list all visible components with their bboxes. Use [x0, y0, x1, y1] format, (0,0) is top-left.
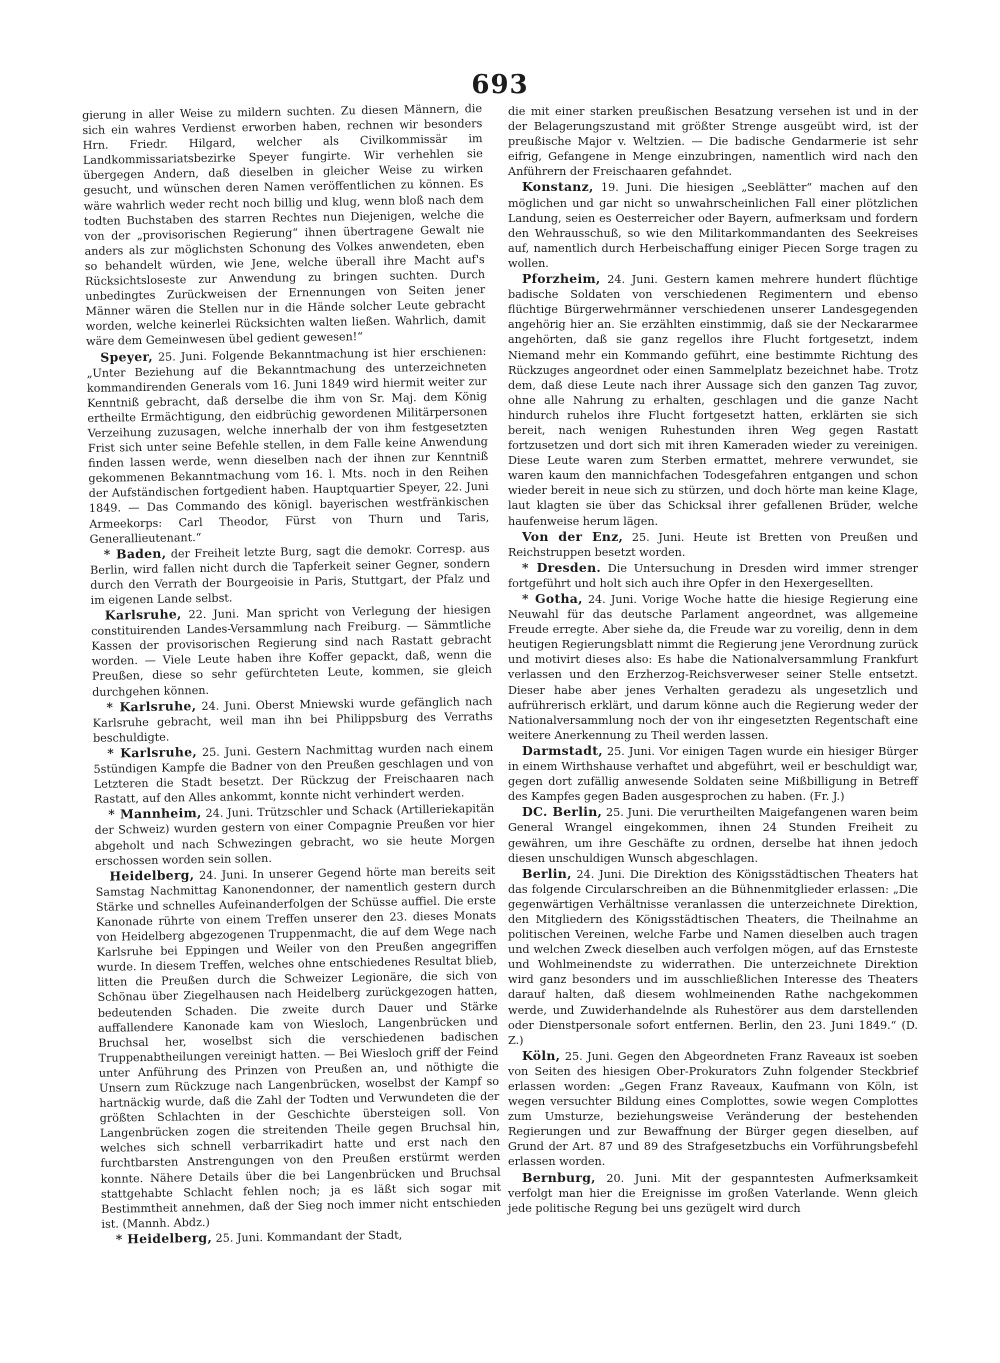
article-paragraph	[92, 693, 493, 746]
article-text: der Freiheit letzte Burg, sagt die demokr. Corresp. aus Berlin, wird fallen nicht durch die Tapferkeit seiner Gegner, sondern durch den Verrath der Bourgeoisie in Paris, Stuttgart, der Pfalz und im eigenen Lande selbst.	[89, 541, 491, 607]
article-paragraph	[86, 342, 489, 546]
article-dateline: Heidelberg,	[109, 866, 195, 884]
article-paragraph	[508, 743, 918, 804]
article-paragraph	[94, 800, 495, 868]
article-paragraph	[82, 101, 486, 349]
article-text: 22. Juni. Man spricht von Verlegung der hiesigen constituirenden Landes-Versammlung nach Freiburg. — Sämmtliche Kassen der provisorischen Regierung sind nach Rastatt gebracht worden. — Viele Leute haben ihre Koffer gepackt, daß, wenn die Preußen, diese so sehr gefürchteten Leute, kommen, sie gleich durchgehen können.	[91, 603, 492, 699]
article-dateline: * Mannheim,	[108, 805, 202, 822]
article-text: 25. Juni. Vor einigen Tagen wurde ein hiesiger Bürger in einem Wirthshause verhaftet und abgeführt, weil er beschuldigt war, gegen dort zufällig anwesende Soldaten seine Mißbilligung in Betreff des Kampfes gegen Baden ausgesprochen zu haben. (Fr. J.)	[508, 744, 918, 804]
article-dateline: Speyer,	[100, 348, 154, 365]
article-text: 25. Juni. Gestern Nachmittag wurden nach einem 5stündigen Kampfe die Badner von den Preußen geschlagen und von Letzteren die Stadt besetzt. Der Rückzug der Freischaaren nach Rastatt, auf den Alles ankommt, konnte nicht verhindert werden.	[93, 740, 494, 807]
article-dateline: * Heidelberg,	[115, 1229, 213, 1247]
article-text: 24. Juni. In unserer Gegend hörte man bereits seit Samstag Nachmittag Kanonendonner, der namentlich gestern durch Stärke und schnelles Aufeinanderfolgen der Schüsse auffiel. Die erste Kanonade rührte von einem Treffen unserer den 23. dieses Monats von Heidelberg abgezogenen Truppenmacht, die auf dem Wege nach Karlsruhe bei Eppingen und Weiler von den Preußen angegriffen wurde. In diesem Treffen, welches ohne entschiedenes Resultat blieb, litten die Preußen durch die Schweizer Legionäre, die sich von Schönau über Ziegelhausen nach Heidelberg zurückgezogen hatten, bedeutenden Schaden. Die zweite durch Dauer und Stärke auffallendere Kanonade kam von Wiesloch, Langenbrücken und Bruchsal her, woselbst sich die verschiedenen badischen Truppenabtheilungen vereinigt hatten. — Bei Wiesloch griff der Feind unter Anführung des Prinzen von Preußen an, und nöthigte die Unsern zum Rückzuge nach Langenbrücken, woselbst der Kampf so hartnäckig wurde, daß die Zahl der Todten und Verwundeten die der größten Schlachten in der Geschichte übersteigen soll. Von Langenbrücken zogen die streitenden Theile gegen Bruchsal hin, welches sich schnell verbarrikadirt hatte und erst nach den furchtbarsten Anstrengungen von den Preußen erstürmt werden konnte. Nähere Details über die bei Langenbrücken und Bruchsal stattgehabte Schlacht fehlen noch; ja es läßt sich sogar mit Bestimmtheit annehmen, daß der Sieg noch immer nicht entschieden ist. (Mannh. Abdz.)	[95, 863, 502, 1231]
article-text: Die Untersuchung in Dresden wird immer strenger fortgeführt und holt sich auch ihre Opfer in den Hexergesellten.	[508, 561, 918, 590]
article-paragraph	[508, 104, 918, 179]
article-dateline: Konstanz,	[522, 179, 594, 195]
article-dateline: Pforzheim,	[522, 271, 601, 287]
article-text: 25. Juni. Kommandant der Stadt,	[215, 1228, 403, 1245]
article-text: 25. Juni. Heute ist Bretten von Preußen und Reichstruppen besetzt worden.	[508, 530, 918, 559]
article-dateline: Berlin,	[522, 865, 572, 881]
article-dateline: Köln,	[522, 1047, 561, 1063]
article-text: 24. Juni. Trützschler und Schack (Artilleriekapitän der Schweiz) wurden gestern von einer Compagnie Preußen vor hier abgeholt und nach Schwezingen gebracht, wo sie heute Morgen erschossen worden sein sollen.	[94, 802, 495, 868]
article-paragraph	[508, 271, 918, 529]
article-paragraph	[508, 804, 918, 865]
right-column	[508, 104, 918, 1216]
article-text: 24. Juni. Vorige Woche hatte die hiesige Regierung eine Neuwahl für das deutsche Parlament angeordnet, was allgemeine Freude erregte. Aber siehe da, die Freude war zu voreilig, denn in dem heutigen Regierungsblatt nimmt die Regierung jene Verordnung zurück und motivirt dieses also: Es habe die Nationalversammlung Frankfurt verlassen und den Erzherzog-Reichsverweser seiner Stelle entsetzt. Dieser habe aber jenes Verhalten geradezu als ungesetzlich und aufrührerisch erklärt, und darum könne auch die Regierung weder der Nationalversammlung noch der von ihr eingesetzten Regentschaft eine weitere Anerkennung zu Theil werden lassen.	[508, 593, 918, 742]
article-dateline: * Baden,	[103, 545, 167, 562]
article-paragraph	[508, 591, 918, 743]
article-dateline: Darmstadt,	[522, 742, 603, 758]
article-paragraph	[508, 179, 918, 271]
article-dateline: Karlsruhe,	[104, 606, 182, 623]
article-text: die mit einer starken preußischen Besatzung versehen ist und in der der Belagerungszustand mit größter Strenge ausgeübt wird, ist der preußische Major v. Weltzien. — Die badische Gendarmerie ist sehr eifrig, Gefangene in Menge einzubringen, namentlich wird nach den Anführern der Freischaaren gefahndet.	[508, 105, 918, 179]
article-paragraph	[508, 866, 918, 1048]
article-dateline: * Karlsruhe,	[106, 697, 197, 715]
article-dateline: * Gotha,	[522, 591, 583, 606]
article-dateline: DC. Berlin,	[522, 804, 603, 820]
article-dateline: * Karlsruhe,	[107, 744, 198, 761]
article-dateline: Von der Enz,	[522, 528, 624, 544]
article-text: 25. Juni. Gegen den Abgeordneten Franz Raveaux ist soeben von Seiten des hiesigen Ober-Prokurators Zuhn folgender Steckbrief erlassen worden: „Gegen Franz Raveaux, Kaufmann von Köln, ist wegen versuchter Bildung eines Complottes, sowie wegen Complottes zum Umsturze, beziehungsweise Veränderung der bestehenden Regierungen und zur Bewaffnung der Bürger gegen dieselben, auf Grund der Art. 87 und 89 des Strafgesetzbuchs ein Vorführungsbefehl erlassen worden.	[508, 1049, 918, 1169]
article-paragraph	[93, 739, 494, 807]
article-paragraph	[95, 862, 501, 1232]
article-text: 25. Juni. Die verurtheilten Maigefangenen waren beim General Wrangel eingekommen, ihnen 24 Stunden Freiheit zu gewähren, um ihre Geschäfte zu ordnen, derselbe hat ihnen jedoch diesen unschuldigen Wunsch abgeschlagen.	[508, 806, 919, 865]
article-paragraph	[90, 540, 491, 608]
left-column	[82, 101, 502, 1248]
article-text: 19. Juni. Die hiesigen „Seeblätter“ machen auf den möglichen und gar nicht so unwahrscheinlichen Fall einer plötzlichen Landung, seien es Oesterreicher oder Bayern, aufmerksam und fordern den Wehrausschuß, so wie den Militarkommandanten des Seekreises auf, namentlich durch Herbeischaffung einiger Piecen Sorge tragen zu wollen.	[508, 181, 918, 270]
article-dateline: Bernburg,	[522, 1169, 596, 1185]
article-paragraph	[508, 560, 918, 591]
article-text: 25. Juni. Folgende Bekanntmachung ist hier erschienen: „Unter Beziehung auf die Bekanntmachung des unterzeichneten kommandirenden Generals vom 16. Juni 1849 wird hiermit weiter zur Kenntniß gebracht, daß derselbe die ihm von Sr. Maj. dem König ertheilte Ermächtigung, den eidbrüchig gewordenen Militärpersonen Verzeihung zuzusagen, welche innerhalb der von ihm festgesetzten Frist sich unter seine Befehle stellen, in dem Falle keine Anwendung finden lassen werde, wenn dieselben nach der ihnen zur Kenntniß gekommenen Bekanntmachung vom 16. l. Mts. noch in den Reihen der Aufständischen fortgedient haben. Hauptquartier Speyer, 22. Juni 1849. — Das Commando des königl. bayerischen westfränkischen Armeekorps: Carl Theodor, Fürst von Thurn und Taris, Generallieutenant.“	[86, 344, 490, 546]
article-paragraph	[508, 1048, 918, 1170]
article-paragraph	[91, 601, 493, 700]
article-text: 24. Juni. Gestern kamen mehrere hundert flüchtige badische Soldaten von verschiedenen Regimentern und ebenso flüchtige Bürgerwehrmänner verschiedenen unserer Landesgegenden angehörig hier an. Sie erzählten einstimmig, daß sie der Neckararmee angehörten, daß sie ganz regellos ihre Flucht fortgesetzt, indem Niemand mehr ein Kommando geführt, eine bestimmte Richtung des Rückzuges angeordnet oder einen Sammelplatz bezeichnet habe. Trotz dem, daß diese Leute nach ihrer Aussage sich den ganzen Tag zuvor, ohne alle Nahrung zu erhalten, geschlagen und die ganze Nacht hindurch ruhelos ihre Flucht fortgesetzt hatten, erklärten sie sich bereit, nach wenigen Ruhestunden ihren Weg gegen Rastatt fortzusetzen und dort sich mit ihren Kameraden wieder zu vereinigen. Diese Leute waren zum Sterben ermattet, mehrere verwundet, sie waren kaum den mannichfachen Todesgefahren entgangen und schon wieder bereit in neue sich zu stürzen, und doch hörte man keine Klage, laut klagten sie über das Schicksal ihrer gefallenen Brüder, welche haufenweise herum lägen.	[508, 273, 918, 528]
article-text: 20. Juni. Mit der gespanntesten Aufmerksamkeit verfolgt man hier die Ereignisse im großen Vaterlande. Wenn gleich jede politische Regung bei uns gezügelt wird durch	[508, 1171, 918, 1215]
article-dateline: * Dresden.	[522, 559, 601, 575]
article-paragraph	[508, 1170, 918, 1216]
article-text: 24. Juni. Die Direktion des Königsstädtischen Theaters hat das folgende Circularschreiben an die Bühnenmitglieder erlassen: „Die gegenwärtigen Verhältnisse veranlassen die unterzeichnete Direktion, den Mitgliedern des Königsstädtischen Theaters, die Theilnahme an politischen Vereinen, welche Farbe und Namen dieselben auch tragen und welchen Zweck dieselben auch verfolgen mögen, auf das Ernsteste und Wohlmeinendste zu widerrathen. Die unterzeichnete Direktion wird ganz besonders und im ausschließlichen Interesse des Theaters darauf halten, daß diesem wohlmeinenden Rathe nachgekommen werde, und Zuwiderhandelnde als Ruhestörer aus dem darstellenden oder Dienstpersonale sofort entfernen. Berlin, den 23. Juni 1849.“ (D. Z.)	[508, 867, 918, 1047]
article-text: gierung in aller Weise zu mildern suchten. Zu diesen Männern, die sich ein wahres Verdienst erworben haben, rechnen wir besonders Hrn. Friedr. Hilgard, welcher als Civilkommissär im Landkommissariatsbezirke Speyer fungirte. Wir verhehlen sie übergegen Andern, daß dieselben in gleicher Weise zu wirken gesucht, und wünschen deren Namen veröffentlichen zu können. Es wäre wahrlich weder recht noch billig und klug, wenn bloß nach dem todten Buchstaben des starren Rechtes nun Diejenigen, welche die von der „provisorischen Regierung“ ihnen übertragene Gewalt nie anders als zur möglichsten Schonung des Volkes anwendeten, eben so behandelt würden, wie Jene, welche überall ihre Macht auf's Rücksichtsloseste zur Anwendung zu bringen suchten. Durch unbedingtes Zurückweisen der Ernennungen von Seiten jener Männer wären die Stellen nur in die Hände solcher Leute gebracht worden, welche keinerlei Rücksichten walten ließen. Wahrlich, damit wäre dem Gemeinwesen übel gedient gewesen!“	[82, 102, 486, 349]
article-text: 24. Juni. Oberst Mniewski wurde gefänglich nach Karlsruhe gebracht, weil man ihn bei Philippsburg des Verraths beschuldigte.	[92, 694, 493, 745]
article-paragraph	[508, 529, 918, 560]
page-number: 693	[471, 70, 529, 100]
